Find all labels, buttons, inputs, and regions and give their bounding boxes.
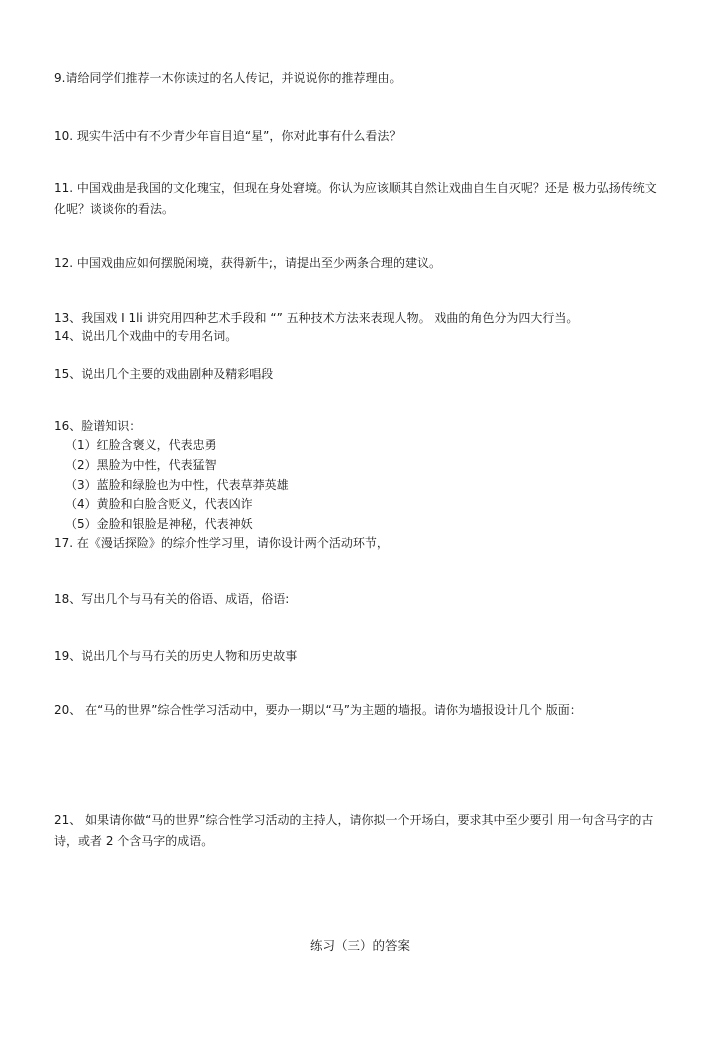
question-21: 21、 如果请你做“马的世界”综合性学习活动的主持人，请你拟一个开场白，要求其中至少要引 用一句含马字的古诗，或者 2 个含马字的成语。 xyxy=(54,813,654,848)
face-mask-item: （2）黑脸为中性，代表猛智 xyxy=(65,458,217,472)
question-13: 13、我国戏 I 1li 讲究用四种艺术手段和 “” 五种技术方法来表现人物。 戏曲的角色分为四大行当。 xyxy=(54,311,579,325)
face-mask-item: （3）蓝脸和绿脸也为中性，代表草莽英雄 xyxy=(65,478,289,492)
question-9: 9.请给同学们推荐一木你读过的名人传记，并说说你的推荐理由。 xyxy=(54,71,402,85)
question-17: 17. 在《漫话探险》的综介性学习里，请你设计两个活动环节， xyxy=(54,536,389,550)
question-19: 19、说出几个与马冇关的历史人物和历史故事 xyxy=(54,649,298,663)
question-20: 20、 在“马的世界”综合性学习活动中，要办一期以“马”为主题的墙报。请你为墙报设计几个 版面： xyxy=(54,703,582,717)
question-12: 12. 中国戏曲应如何摆脱闲境，获得新牛;，请提出至少两条合理的建议。 xyxy=(54,256,441,270)
question-16: 16、脸谱知识： xyxy=(54,419,142,433)
question-10: 10. 现实牛活中有不少青少年盲目追“星”，你对此事有什么看法？ xyxy=(54,129,402,143)
question-15: 15、说出几个主要的戏曲剧种及精彩唱段 xyxy=(54,367,274,381)
question-11: 11. 中国戏曲是我国的文化瑰宝，但现在身处窘境。你认为应该顺其自然让戏曲自生自灭呢？还是 极力弘扬传统文化呢？谈谈你的看法。 xyxy=(54,181,657,216)
face-mask-item: （5）金脸和银脸是神秘，代表神妖 xyxy=(65,517,253,531)
question-14: 14、说出几个戏曲中的专用名词。 xyxy=(54,329,238,343)
face-mask-item: （4）黄脸和白脸含贬义，代表凶诈 xyxy=(65,497,253,511)
answers-heading: 练习（三）的答案 xyxy=(309,938,410,953)
face-mask-item: （1）红脸含褒义，代表忠勇 xyxy=(65,438,217,452)
question-18: 18、写出几个与马有关的俗语、成语，俗语: xyxy=(54,592,290,606)
